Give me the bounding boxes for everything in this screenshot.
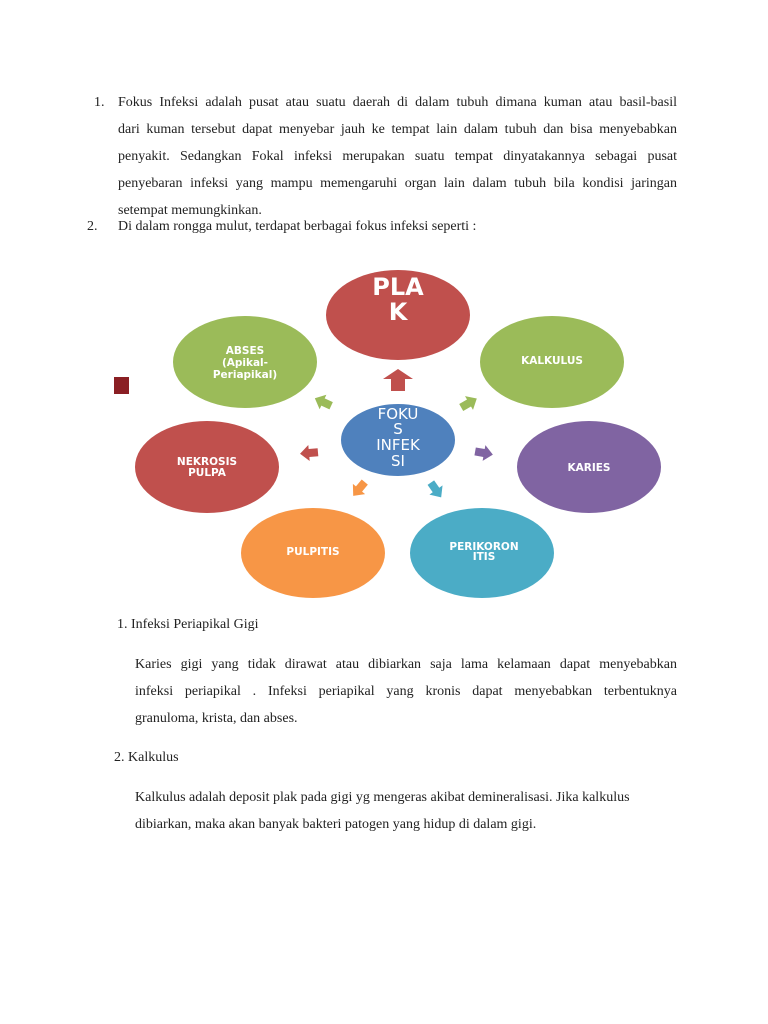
text-line: penyakit. Sedangkan Fokal infeksi merupakan suatu tempat dinyatakannya sebagai pusat <box>118 149 677 164</box>
section-2-heading: 2. Kalkulus <box>114 750 179 765</box>
arrow-to-plak <box>383 369 413 391</box>
node-abses-label-3: Periapikal) <box>212 369 278 381</box>
arrow-to-nekrosis <box>299 444 318 462</box>
center-label-2: S <box>393 420 403 438</box>
node-kalkulus-label: KALKULUS <box>521 355 583 367</box>
section-1-heading: 1. Infeksi Periapikal Gigi <box>117 617 259 632</box>
arrow-to-pulpitis <box>347 477 371 501</box>
text-line: granuloma, krista, dan abses. <box>135 711 298 726</box>
arrow-to-karies <box>474 444 495 463</box>
text-line: Kalkulus adalah deposit plak pada gigi yg mengeras akibat demineralisasi. Jika kalkulus <box>135 790 630 805</box>
text-line: Fokus Infeksi adalah pusat atau suatu daerah di dalam tubuh dimana kuman atau basil-basil <box>118 95 677 110</box>
list-number-2: 2. <box>87 219 98 234</box>
section-1-paragraph <box>135 651 677 732</box>
node-abses-label-2: (Apikal- <box>221 357 269 369</box>
paragraph-rongga-mulut: Di dalam rongga mulut, terdapat berbagai fokus infeksi seperti : <box>118 219 477 234</box>
node-abses-label-1: ABSES <box>225 345 265 357</box>
node-plak-label-2: K <box>388 298 408 326</box>
node-nekrosis-label-1: NEKROSIS <box>176 456 238 468</box>
section-2-paragraph <box>135 784 677 838</box>
text-line: Karies gigi yang tidak dirawat atau dibiarkan saja lama kelamaan dapat menyebabkan <box>135 657 677 672</box>
node-nekrosis-label-2: PULPA <box>188 467 226 479</box>
arrow-to-abses <box>311 391 334 413</box>
text-line: dari kuman tersebut dapat menyebar jauh ke tempat lain dalam tubuh dan bisa menyebabkan <box>118 122 677 137</box>
arrow-to-perikoronitis <box>424 478 447 502</box>
node-karies-label: KARIES <box>567 462 611 474</box>
list-number-1: 1. <box>94 95 105 110</box>
text-line: infeksi periapikal . Infeksi periapikal yang kronis dapat menyebabkan terbentuknya <box>135 684 677 699</box>
text-line: penyebaran infeksi yang mampu memengaruhi organ lain dalam tubuh bila kondisi jaringan <box>118 176 677 191</box>
center-label-1: FOKU <box>377 405 419 423</box>
arrow-to-kalkulus <box>457 392 481 415</box>
node-plak-label-1: PLA <box>372 273 424 301</box>
node-perikoronitis-label-2: ITIS <box>472 551 496 563</box>
node-perikoronitis-label-1: PERIKORON <box>449 541 519 553</box>
text-line: dibiarkan, maka akan banyak bakteri patogen yang hidup di dalam gigi. <box>135 817 537 832</box>
center-label-4: SI <box>391 452 405 470</box>
center-label-3: INFEK <box>376 436 420 454</box>
node-pulpitis-label: PULPITIS <box>286 546 340 558</box>
text-line: setempat memungkinkan. <box>118 203 262 218</box>
